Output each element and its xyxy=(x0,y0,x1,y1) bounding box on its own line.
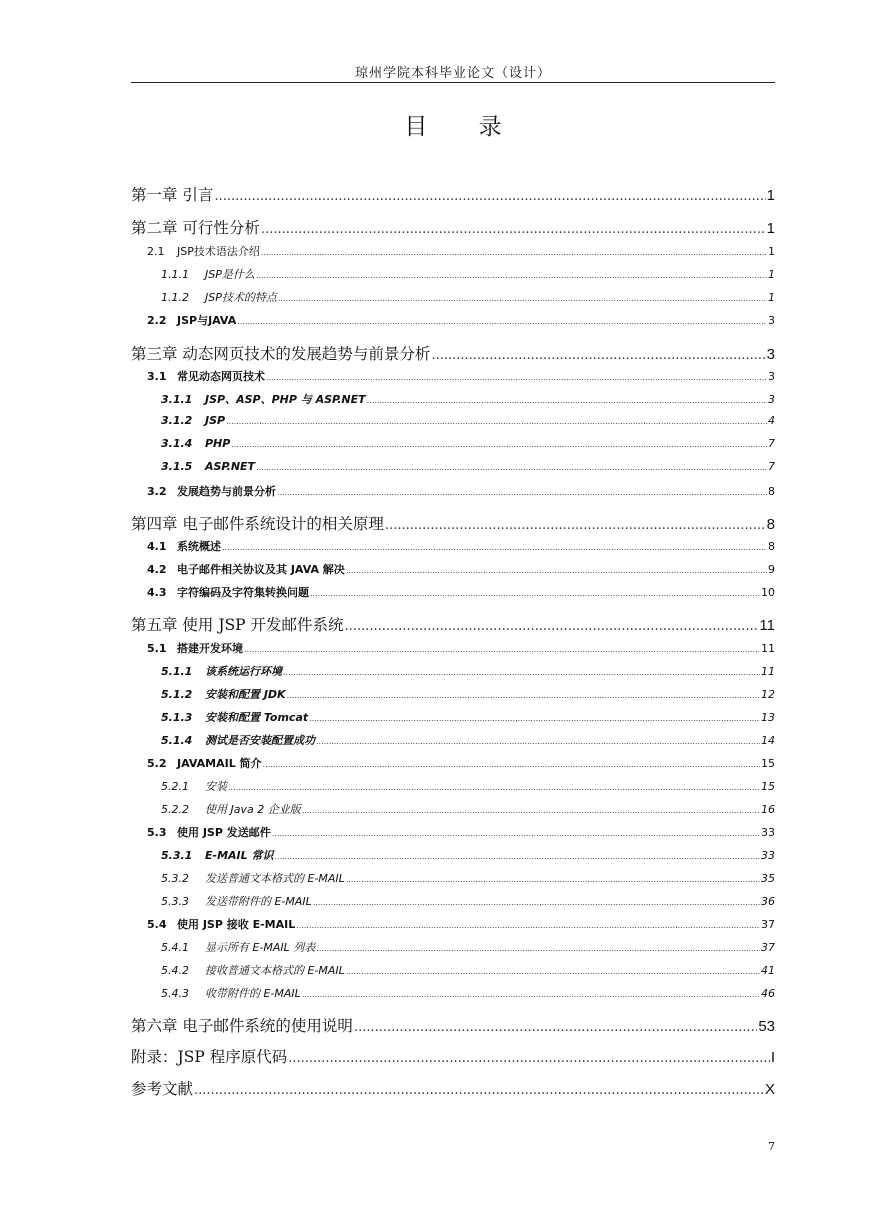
toc-leader-dots xyxy=(256,463,767,472)
toc-entry-number: 5.1 xyxy=(147,642,167,655)
toc-entry-number: 5.4.3 xyxy=(161,987,189,1000)
page-header: 琼州学院本科毕业论文（设计） xyxy=(354,66,551,81)
toc-entry-title: JSP技术语法介绍 xyxy=(177,245,260,258)
toc-leader-dots xyxy=(346,566,767,575)
toc-entry-title: JAVAMAIL 简介 xyxy=(177,757,262,770)
toc-entry[interactable] xyxy=(147,538,775,554)
toc-leader-dots xyxy=(310,589,760,598)
toc-entry-title: 接收普通文本格式的 E-MAIL xyxy=(205,964,345,977)
toc-entry-title: 收带附件的 E-MAIL xyxy=(205,987,301,1000)
toc-entry-number: 3.1 xyxy=(147,370,167,383)
toc-entry-page: 1 xyxy=(768,291,775,304)
toc-entry-number: 3.1.4 xyxy=(161,437,193,450)
toc-leader-dots xyxy=(316,737,760,746)
toc-leader-dots xyxy=(244,645,760,654)
toc-entry-page: 35 xyxy=(761,872,775,885)
toc-entry-number: 5.2.2 xyxy=(161,803,189,816)
toc-entry-number: 3.1.5 xyxy=(161,460,193,473)
toc-entry-title: 安装和配置 JDK xyxy=(205,688,286,701)
toc-entry-page: I xyxy=(770,1049,775,1066)
toc-entry-page: 10 xyxy=(761,586,775,599)
toc-entry-title: 显示所有 E-MAIL 列表 xyxy=(205,941,316,954)
toc-entry-page: 9 xyxy=(768,563,775,576)
toc-entry-page: 3 xyxy=(768,393,775,406)
toc-leader-dots xyxy=(431,348,765,363)
toc-entry-title: 发送带附件的 E-MAIL xyxy=(205,895,312,908)
toc-entry-page: 13 xyxy=(761,711,775,724)
toc-entry-page: 11 xyxy=(761,642,775,655)
toc-leader-dots xyxy=(228,783,760,792)
toc-entry[interactable] xyxy=(131,1077,775,1099)
toc-entry-page: 37 xyxy=(761,941,775,954)
toc-leader-dots xyxy=(385,518,766,533)
toc-leader-dots xyxy=(272,829,760,838)
toc-leader-dots xyxy=(302,990,760,999)
toc-entry-title: 发展趋势与前景分析 xyxy=(177,485,276,498)
toc-entry-title: 第一章 引言 xyxy=(131,186,214,204)
toc-entry-page: 7 xyxy=(768,460,775,473)
toc-entry[interactable] xyxy=(161,847,775,863)
toc-entry[interactable] xyxy=(131,216,775,238)
toc-leader-dots xyxy=(278,294,767,303)
toc-entry-title: 安装 xyxy=(205,780,227,793)
toc-leader-dots xyxy=(283,668,760,677)
toc-entry-number: 4.3 xyxy=(147,586,167,599)
toc-entry-page: 3 xyxy=(768,370,775,383)
toc-entry[interactable] xyxy=(161,266,775,282)
toc-entry-page: 11 xyxy=(759,617,775,634)
toc-entry-title: 测试是否安装配置成功 xyxy=(205,734,315,747)
toc-leader-dots xyxy=(302,806,760,815)
toc-entry-title: 第五章 使用 JSP 开发邮件系统 xyxy=(131,616,344,634)
toc-leader-dots xyxy=(237,317,767,326)
toc-entry-number: 5.2.1 xyxy=(161,780,189,793)
toc-entry[interactable] xyxy=(131,183,775,205)
toc-entry[interactable] xyxy=(161,939,775,955)
toc-entry-page: 1 xyxy=(766,187,775,204)
toc-entry-page: 15 xyxy=(761,780,775,793)
toc-entry-title: 常见动态网页技术 xyxy=(177,370,265,383)
toc-entry[interactable] xyxy=(147,824,775,840)
toc-entry-title: 搭建开发环境 xyxy=(177,642,243,655)
toc-entry-number: 3.2 xyxy=(147,485,167,498)
toc-title: 目 录 xyxy=(404,114,524,140)
toc-entry[interactable] xyxy=(161,985,775,1001)
toc-entry[interactable] xyxy=(161,437,775,450)
toc-entry-number: 2.1 xyxy=(147,245,165,258)
toc-entry[interactable] xyxy=(131,1045,775,1067)
toc-entry-page: 37 xyxy=(761,918,775,931)
toc-entry-title: 第三章 动态网页技术的发展趋势与前景分析 xyxy=(131,345,431,363)
toc-entry[interactable] xyxy=(147,640,775,656)
toc-entry-number: 5.3.3 xyxy=(161,895,189,908)
toc-entry-number: 3.1.1 xyxy=(161,393,193,406)
toc-entry-title: 电子邮件相关协议及其 JAVA 解决 xyxy=(177,563,345,576)
toc-entry-page: 15 xyxy=(761,757,775,770)
toc-entry-number: 1.1.2 xyxy=(161,291,189,304)
toc-leader-dots xyxy=(214,189,765,204)
header-rule xyxy=(131,82,775,83)
toc-entry-page: 1 xyxy=(766,220,775,237)
toc-entry-number: 5.4 xyxy=(147,918,167,931)
toc-entry-page: 41 xyxy=(761,964,775,977)
toc-entry[interactable] xyxy=(161,801,775,817)
toc-leader-dots xyxy=(226,417,767,426)
toc-entry-number: 5.1.2 xyxy=(161,688,193,701)
toc-entry-page: 36 xyxy=(761,895,775,908)
toc-leader-dots xyxy=(263,760,760,769)
toc-entry-page: 8 xyxy=(768,540,775,553)
toc-leader-dots xyxy=(346,967,760,976)
toc-entry-number: 5.1.1 xyxy=(161,665,193,678)
toc-entry-title: JSP与JAVA xyxy=(177,314,237,327)
toc-entry-page: 3 xyxy=(768,314,775,327)
toc-entry[interactable] xyxy=(147,561,775,577)
toc-entry-page: 1 xyxy=(768,268,775,281)
toc-entry-title: 发送普通文本格式的 E-MAIL xyxy=(205,872,345,885)
toc-entry-page: 7 xyxy=(768,437,775,450)
toc-entry-page: 53 xyxy=(758,1018,775,1035)
toc-entry-page: 1 xyxy=(768,245,775,258)
toc-entry-title: JSP、ASP、PHP 与 ASP.NET xyxy=(205,393,366,406)
toc-entry-number: 5.1.4 xyxy=(161,734,193,747)
toc-leader-dots xyxy=(274,852,760,861)
toc-entry[interactable] xyxy=(147,312,775,328)
toc-entry-title: 使用 JSP 接收 E-MAIL xyxy=(177,918,296,931)
toc-entry-page: 33 xyxy=(761,826,775,839)
toc-entry[interactable] xyxy=(161,391,775,407)
toc-entry-title: 第二章 可行性分析 xyxy=(131,219,260,237)
toc-entry[interactable] xyxy=(147,916,775,932)
toc-entry-title: 使用 JSP 发送邮件 xyxy=(177,826,271,839)
toc-entry-title: JSP xyxy=(205,414,226,427)
toc-entry-number: 5.3 xyxy=(147,826,167,839)
toc-entry-page: X xyxy=(764,1081,775,1098)
toc-entry-title: 系统概述 xyxy=(177,540,221,553)
toc-entry-page: 14 xyxy=(761,734,775,747)
toc-entry-page: 8 xyxy=(766,516,775,533)
toc-entry-page: 8 xyxy=(768,485,775,498)
toc-entry[interactable] xyxy=(161,289,775,305)
toc-entry[interactable] xyxy=(131,1014,775,1036)
toc-leader-dots xyxy=(296,921,760,930)
toc-leader-dots xyxy=(194,1083,764,1098)
toc-entry[interactable] xyxy=(131,512,775,534)
toc-entry-number: 5.3.2 xyxy=(161,872,189,885)
toc-entry[interactable] xyxy=(161,460,775,473)
toc-entry-page: 4 xyxy=(768,414,775,427)
toc-entry[interactable] xyxy=(147,368,775,384)
toc-entry-number: 5.1.3 xyxy=(161,711,193,724)
toc-entry-title: 参考文献 xyxy=(131,1080,194,1098)
toc-entry-title: JSP是什么 xyxy=(205,268,255,281)
toc-leader-dots xyxy=(222,543,767,552)
toc-entry-number: 5.2 xyxy=(147,757,167,770)
toc-leader-dots xyxy=(309,714,760,723)
toc-leader-dots xyxy=(261,222,766,237)
toc-entry-title: 该系统运行环境 xyxy=(205,665,282,678)
toc-entry-title: 安装和配置 Tomcat xyxy=(205,711,309,724)
toc-entry[interactable] xyxy=(131,613,775,635)
toc-entry[interactable] xyxy=(147,483,775,499)
toc-leader-dots xyxy=(231,440,767,449)
toc-entry-number: 2.2 xyxy=(147,314,167,327)
toc-entry[interactable] xyxy=(147,243,775,259)
toc-entry[interactable] xyxy=(161,893,775,909)
toc-entry-page: 46 xyxy=(761,987,775,1000)
toc-entry-page: 16 xyxy=(761,803,775,816)
toc-entry[interactable] xyxy=(161,962,775,978)
toc-entry[interactable] xyxy=(161,732,775,748)
page-number: 7 xyxy=(768,1140,775,1153)
toc-entry-number: 1.1.1 xyxy=(161,268,189,281)
toc-entry-title: JSP技术的特点 xyxy=(205,291,277,304)
toc-entry-number: 5.4.2 xyxy=(161,964,189,977)
toc-entry-page: 12 xyxy=(761,688,775,701)
toc-entry-page: 11 xyxy=(761,665,775,678)
toc-entry-page: 3 xyxy=(766,346,775,363)
toc-entry[interactable] xyxy=(147,755,775,771)
toc-entry-number: 4.1 xyxy=(147,540,167,553)
toc-entry[interactable] xyxy=(161,778,775,794)
toc-entry[interactable] xyxy=(161,686,775,702)
toc-entry-title: E-MAIL 常识 xyxy=(205,849,274,862)
toc-leader-dots xyxy=(346,875,760,884)
toc-leader-dots xyxy=(256,271,767,280)
toc-entry[interactable] xyxy=(161,663,775,679)
toc-entry-number: 3.1.2 xyxy=(161,414,193,427)
toc-leader-dots xyxy=(367,396,767,405)
toc-leader-dots xyxy=(266,373,767,382)
toc-leader-dots xyxy=(345,619,759,634)
toc-entry-number: 5.3.1 xyxy=(161,849,193,862)
toc-entry-title: ASP.NET xyxy=(205,460,256,473)
toc-entry-title: 使用 Java 2 企业版 xyxy=(205,803,301,816)
toc-leader-dots xyxy=(277,488,767,497)
toc-entry[interactable] xyxy=(147,584,775,600)
toc-leader-dots xyxy=(287,691,760,700)
toc-entry-title: 第四章 电子邮件系统设计的相关原理 xyxy=(131,515,384,533)
toc-leader-dots xyxy=(316,944,760,953)
toc-entry-number: 4.2 xyxy=(147,563,167,576)
toc-entry-title: 第六章 电子邮件系统的使用说明 xyxy=(131,1017,353,1035)
toc-leader-dots xyxy=(354,1020,757,1035)
toc-leader-dots xyxy=(261,248,767,257)
toc-leader-dots xyxy=(288,1051,770,1066)
toc-entry-number: 5.4.1 xyxy=(161,941,189,954)
toc-entry[interactable] xyxy=(161,870,775,886)
toc-entry-title: PHP xyxy=(205,437,231,450)
toc-entry[interactable] xyxy=(131,342,775,364)
toc-entry-title: 附录：JSP 程序原代码 xyxy=(131,1048,288,1066)
toc-entry[interactable] xyxy=(161,709,775,725)
toc-entry-page: 33 xyxy=(761,849,775,862)
toc-entry[interactable] xyxy=(161,414,775,427)
toc-leader-dots xyxy=(313,898,760,907)
toc-entry-title: 字符编码及字符集转换问题 xyxy=(177,586,309,599)
